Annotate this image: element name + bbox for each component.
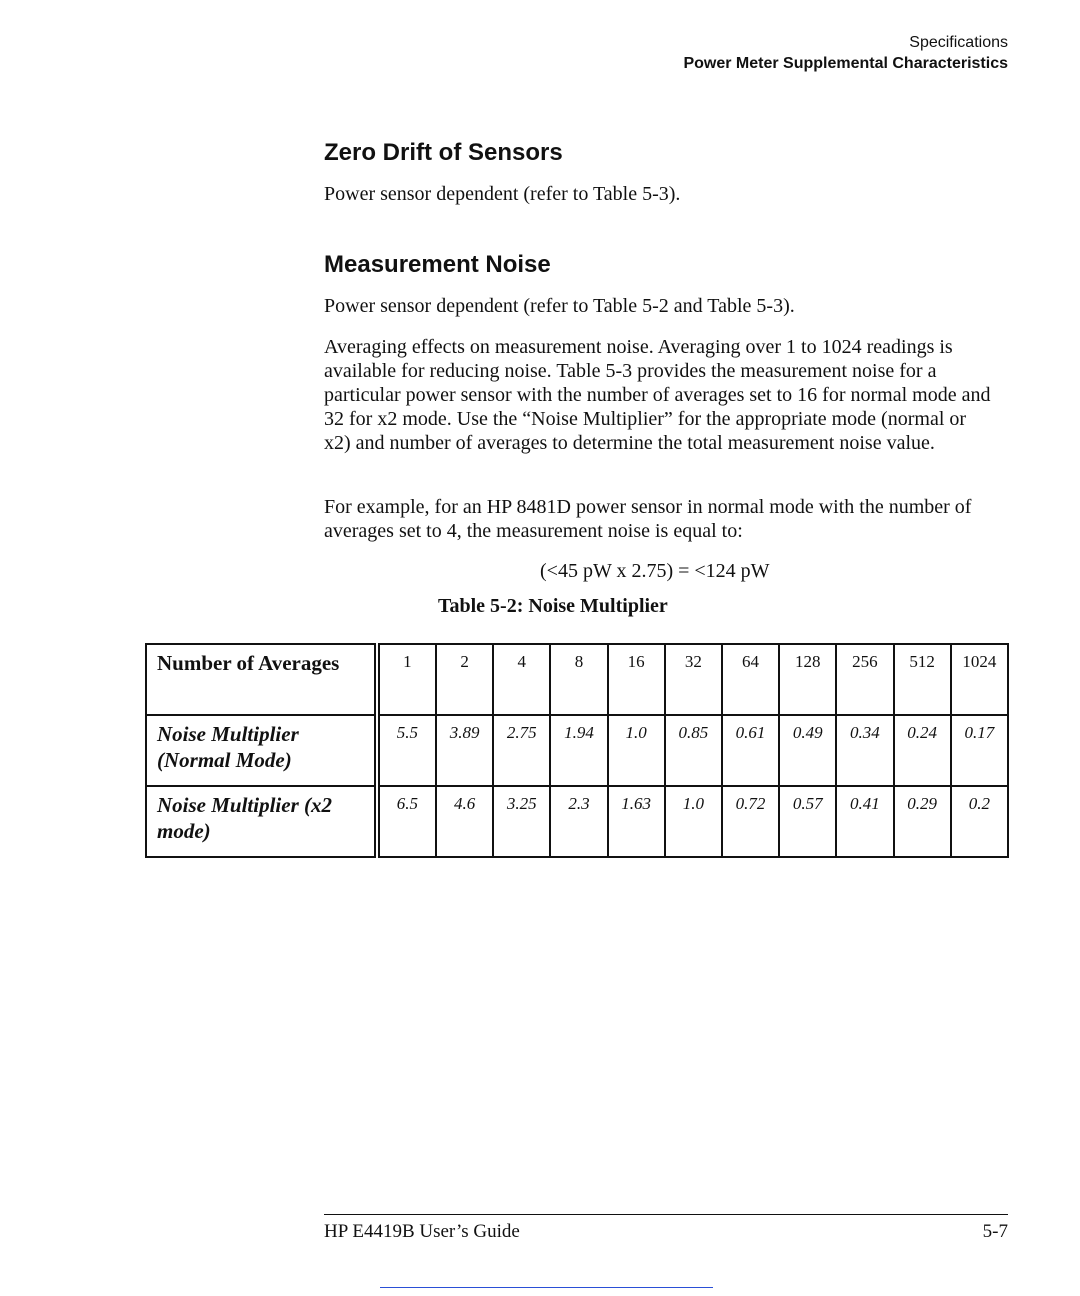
header-chapter: Specifications — [909, 34, 1008, 51]
table-cell: 0.49 — [779, 715, 836, 786]
footer-page-number: 5-7 — [982, 1221, 1008, 1242]
footer-guide-title: HP E4419B User’s Guide — [324, 1221, 520, 1242]
row-label: Noise Multiplier (x2 mode) — [146, 786, 377, 857]
row-label: Noise Multiplier (Normal Mode) — [146, 715, 377, 786]
table-cell: 0.29 — [894, 786, 951, 857]
table-cell: 3.25 — [493, 786, 550, 857]
table-cell: 0.41 — [836, 786, 893, 857]
table-cell: 1.0 — [665, 786, 722, 857]
table-row — [146, 715, 1008, 786]
table-cell: 4 — [493, 644, 550, 715]
link-underline[interactable] — [380, 1287, 713, 1288]
noise-equation: (<45 pW x 2.75) = <124 pW — [540, 560, 770, 582]
table-cell: 0.72 — [722, 786, 779, 857]
table-cell: 32 — [665, 644, 722, 715]
table-caption: Table 5-2: Noise Multiplier — [438, 595, 668, 617]
table-cell: 1.94 — [550, 715, 607, 786]
table-cell: 3.89 — [436, 715, 493, 786]
table-row — [146, 786, 1008, 857]
table-cell: 512 — [894, 644, 951, 715]
zero-drift-heading: Zero Drift of Sensors — [324, 139, 563, 166]
table-row — [146, 644, 1008, 715]
table-cell: 16 — [608, 644, 665, 715]
table-cell: 128 — [779, 644, 836, 715]
footer-divider — [324, 1214, 1008, 1215]
table-cell: 1.63 — [608, 786, 665, 857]
table-cell: 0.24 — [894, 715, 951, 786]
table-cell: 4.6 — [436, 786, 493, 857]
table-cell: 0.34 — [836, 715, 893, 786]
table-cell: 0.17 — [951, 715, 1008, 786]
table-cell: 0.2 — [951, 786, 1008, 857]
table-cell: 6.5 — [377, 786, 436, 857]
table-cell: 0.85 — [665, 715, 722, 786]
table-cell: 2.3 — [550, 786, 607, 857]
row-label: Number of Averages — [146, 644, 377, 715]
measurement-noise-heading: Measurement Noise — [324, 251, 551, 278]
table-cell: 0.57 — [779, 786, 836, 857]
table-cell: 64 — [722, 644, 779, 715]
zero-drift-body: Power sensor dependent (refer to Table 5-3). — [324, 183, 681, 205]
header-section: Power Meter Supplemental Characteristics — [683, 55, 1008, 72]
measurement-noise-para-2: Averaging effects on measurement noise. Averaging over 1 to 1024 readings is available for reducing noise. Table 5-3 provides the measurement noise for a particular power sensor with the number of averages set to 16 for normal mode and 32 for x2 mode. Use the “Noise Multiplier” for the appropriate mode (normal or x2) and number of averages to determine the total measurement noise value. — [324, 336, 991, 454]
table-cell: 1.0 — [608, 715, 665, 786]
running-header — [683, 32, 1008, 74]
table-cell: 1 — [377, 644, 436, 715]
noise-multiplier-table — [145, 643, 1009, 858]
table-cell: 2.75 — [493, 715, 550, 786]
table-cell: 5.5 — [377, 715, 436, 786]
measurement-noise-para-3: For example, for an HP 8481D power sensor in normal mode with the number of averages set to 4, the measurement noise is equal to: — [324, 496, 972, 542]
table-cell: 8 — [550, 644, 607, 715]
table-cell: 2 — [436, 644, 493, 715]
table-cell: 1024 — [951, 644, 1008, 715]
measurement-noise-para-1: Power sensor dependent (refer to Table 5-2 and Table 5-3). — [324, 295, 795, 317]
table-cell: 256 — [836, 644, 893, 715]
table-cell: 0.61 — [722, 715, 779, 786]
